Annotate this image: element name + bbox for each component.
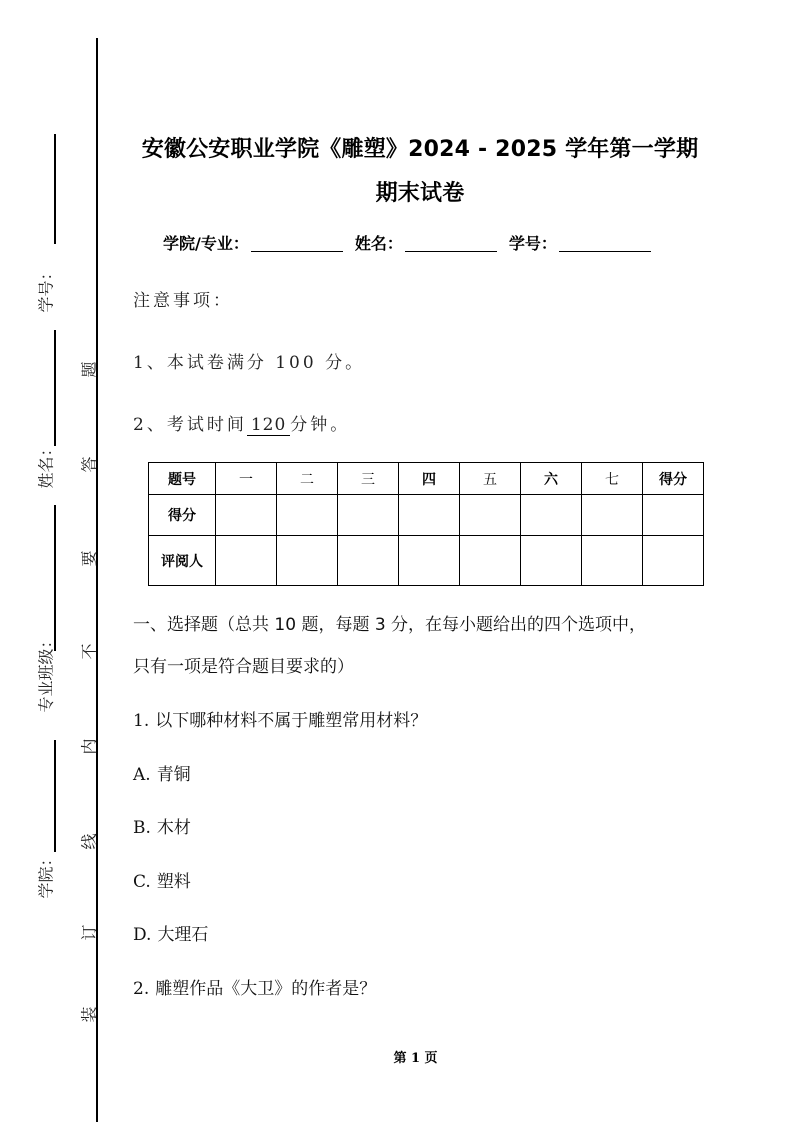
table-header-cell: 得分 bbox=[643, 463, 704, 495]
option-a[interactable] bbox=[133, 760, 191, 785]
table-header-cell: 三 bbox=[338, 463, 399, 495]
grader-cell[interactable] bbox=[643, 536, 704, 586]
option-key: C. bbox=[133, 872, 151, 892]
score-cell[interactable] bbox=[277, 495, 338, 536]
score-cell[interactable] bbox=[582, 495, 643, 536]
option-text: 青铜 bbox=[156, 765, 191, 785]
question-2 bbox=[133, 974, 376, 999]
table-header-cell: 一 bbox=[216, 463, 277, 495]
table-header-cell: 二 bbox=[277, 463, 338, 495]
exam-subtitle: 期末试卷 bbox=[375, 181, 465, 206]
section-heading-cont: 只有一项是符合题目要求的） bbox=[133, 657, 354, 677]
seal-char: 内 bbox=[79, 738, 99, 755]
question-1 bbox=[133, 706, 427, 731]
margin-field-class: 专业班级： bbox=[36, 632, 56, 713]
seal-char: 订 bbox=[79, 924, 99, 941]
row-label: 得分 bbox=[149, 495, 216, 536]
table-row bbox=[149, 536, 704, 586]
margin-field-college: 学院： bbox=[36, 850, 56, 899]
grader-cell[interactable] bbox=[521, 536, 582, 586]
margin-rule bbox=[54, 505, 56, 651]
page-number: 第 1 页 bbox=[393, 1051, 438, 1066]
binding-line bbox=[96, 38, 98, 1122]
table-row bbox=[149, 495, 704, 536]
score-cell[interactable] bbox=[643, 495, 704, 536]
name-field[interactable] bbox=[405, 237, 497, 252]
name-label: 姓名： bbox=[354, 234, 403, 253]
margin-rule bbox=[54, 330, 56, 446]
score-cell[interactable] bbox=[216, 495, 277, 536]
note-item: 1、本试卷满分 100 分。 bbox=[133, 353, 366, 373]
grader-cell[interactable] bbox=[582, 536, 643, 586]
score-cell[interactable] bbox=[399, 495, 460, 536]
option-b[interactable] bbox=[133, 813, 191, 838]
score-cell[interactable] bbox=[521, 495, 582, 536]
grader-cell[interactable] bbox=[338, 536, 399, 586]
table-header-cell: 五 bbox=[460, 463, 521, 495]
seal-char: 装 bbox=[79, 1006, 99, 1023]
option-text: 木材 bbox=[156, 818, 191, 838]
notes-heading: 注意事项： bbox=[133, 291, 233, 311]
option-text: 塑料 bbox=[156, 872, 191, 892]
grader-cell[interactable] bbox=[277, 536, 338, 586]
table-header-cell: 七 bbox=[582, 463, 643, 495]
note-text: 分钟。 bbox=[290, 415, 351, 435]
grader-cell[interactable] bbox=[216, 536, 277, 586]
option-key: B. bbox=[133, 818, 151, 838]
student-info-row bbox=[163, 231, 663, 254]
question-number: 2. bbox=[133, 979, 150, 999]
option-key: A. bbox=[133, 765, 151, 785]
note-text: 2、考试时间 bbox=[133, 415, 247, 435]
student-id-label: 学号： bbox=[508, 234, 557, 253]
exam-duration-value: 120 bbox=[247, 415, 290, 436]
question-text: 以下哪种材料不属于雕塑常用材料？ bbox=[155, 711, 428, 731]
seal-char: 要 bbox=[79, 550, 99, 567]
option-key: D. bbox=[133, 925, 152, 945]
margin-rule bbox=[54, 134, 56, 244]
table-header-row bbox=[149, 463, 704, 495]
section-heading: 一、选择题（总共 10 题，每题 3 分，在每小题给出的四个选项中， bbox=[133, 615, 647, 635]
grader-cell[interactable] bbox=[399, 536, 460, 586]
score-table bbox=[148, 462, 704, 586]
score-cell[interactable] bbox=[338, 495, 399, 536]
grader-cell[interactable] bbox=[460, 536, 521, 586]
college-major-label: 学院/专业： bbox=[163, 234, 249, 253]
margin-rule bbox=[54, 740, 56, 852]
seal-char: 不 bbox=[79, 643, 99, 660]
row-label: 评阅人 bbox=[149, 536, 216, 586]
college-major-field[interactable] bbox=[251, 237, 343, 252]
table-header-cell: 题号 bbox=[149, 463, 216, 495]
exam-title: 安徽公安职业学院《雕塑》2024 - 2025 学年第一学期 bbox=[141, 137, 699, 162]
option-d[interactable] bbox=[133, 920, 208, 945]
table-header-cell: 四 bbox=[399, 463, 460, 495]
question-text: 雕塑作品《大卫》的作者是？ bbox=[155, 979, 377, 999]
student-id-field[interactable] bbox=[559, 237, 651, 252]
table-header-cell: 六 bbox=[521, 463, 582, 495]
seal-char: 题 bbox=[79, 361, 99, 378]
seal-char: 答 bbox=[79, 456, 99, 473]
seal-char: 线 bbox=[79, 833, 99, 850]
margin-field-student-id: 学号： bbox=[36, 264, 56, 313]
question-number: 1. bbox=[133, 711, 150, 731]
note-item bbox=[133, 410, 350, 436]
score-cell[interactable] bbox=[460, 495, 521, 536]
option-c[interactable] bbox=[133, 867, 191, 892]
option-text: 大理石 bbox=[157, 925, 209, 945]
margin-field-name: 姓名： bbox=[36, 440, 56, 489]
